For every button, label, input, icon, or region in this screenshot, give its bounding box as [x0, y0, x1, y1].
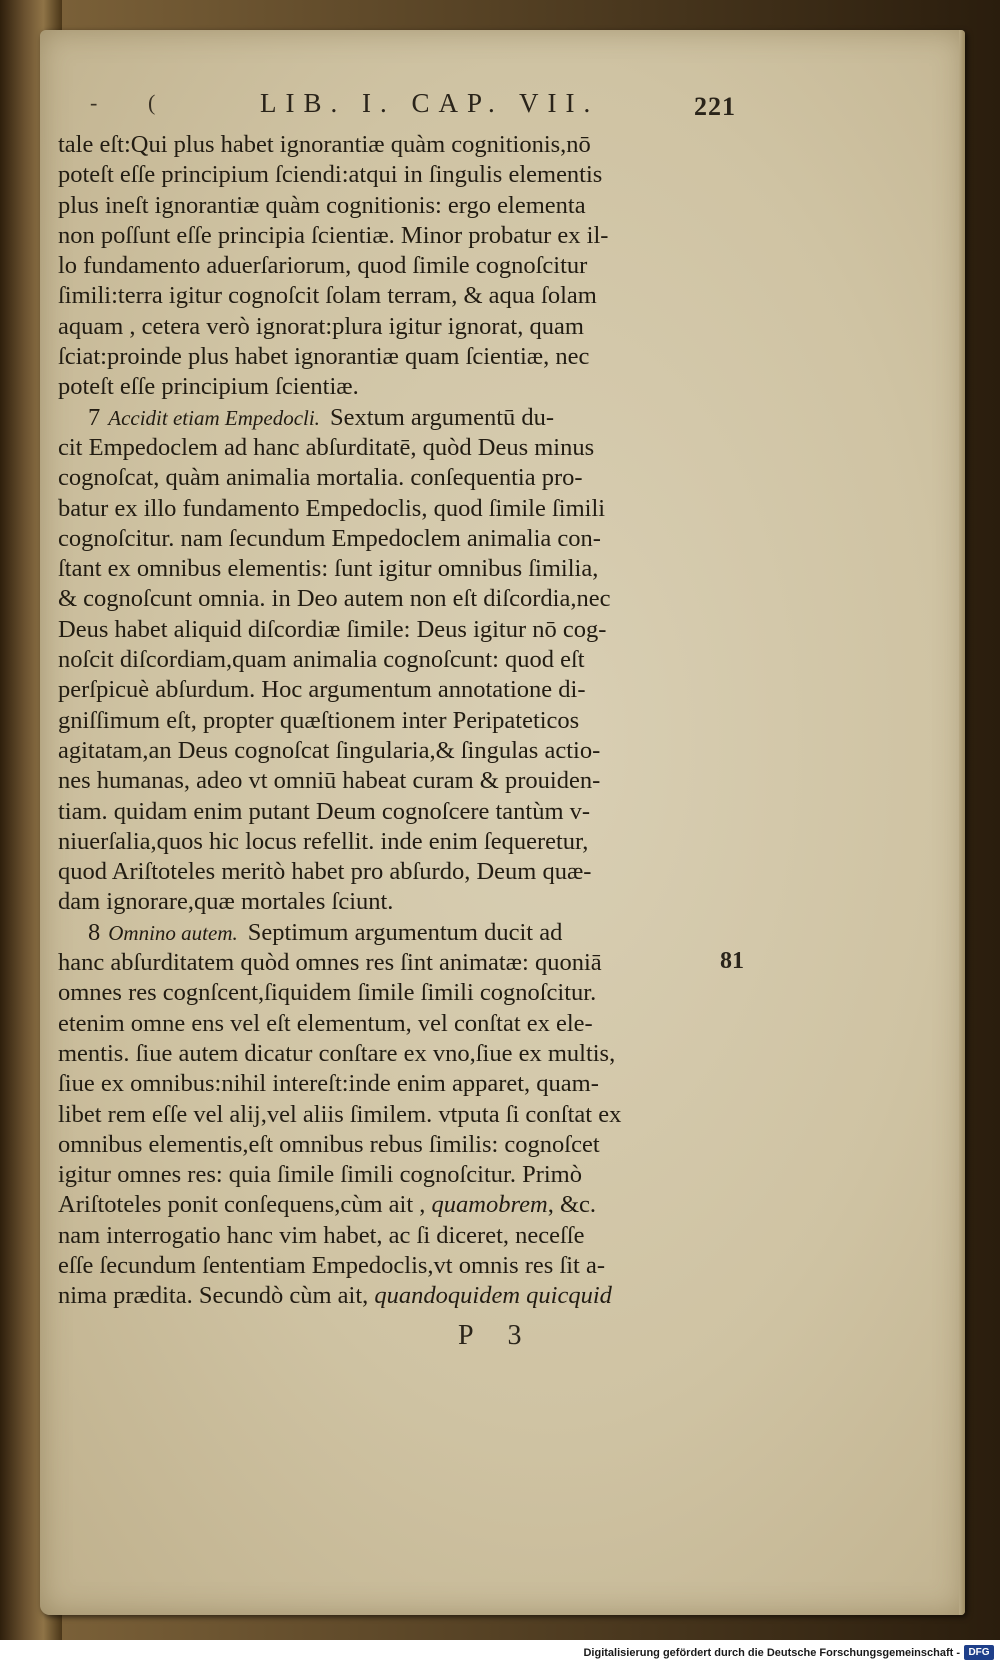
text-line: lo fundamento aduerſariorum, quod ſimile cognoſcitur [58, 252, 588, 280]
text-line: dam ignorare,quæ mortales ſciunt. [58, 888, 394, 916]
text-line: ſiue ex omnibus:nihil intereſt:inde enim apparet, quam- [58, 1070, 599, 1098]
text-line: batur ex illo fundamento Empedoclis, quod ſimile ſimili [58, 494, 606, 522]
paragraph-8-first-line [58, 918, 738, 948]
text-line: libet rem eſſe vel alij,vel aliis ſimilem. vtputa ſi conſtat ex [58, 1100, 622, 1128]
text-line: omnibus elementis,eſt omnibus rebus ſimilis: cognoſcet [58, 1130, 600, 1158]
text-line: plus ineſt ignorantiæ quàm cognitionis: ergo elementa [58, 191, 586, 219]
italic-run: quamobrem [431, 1191, 548, 1219]
text-line: ſtant ex omnibus elementis: ſunt igitur omnibus ſimilia, [58, 555, 599, 583]
text-line: poteſt eſſe principium ſcientiæ. [58, 373, 359, 401]
text-run: Septimum argumentum ducit ad [247, 918, 563, 946]
text-line: perſpicuè abſurdum. Hoc argumentum annotatione di- [58, 676, 586, 704]
paragraph-7-first-line [58, 403, 738, 433]
text-line: niuerſalia,quos hic locus refellit. inde enim ſequeretur, [58, 827, 589, 855]
text-line: & cognoſcunt omnia. in Deo autem non eſt diſcordia,nec [58, 585, 611, 613]
page-number: 221 [694, 92, 736, 121]
text-line: mentis. ſiue autem dicatur conſtare ex vno,ſiue ex multis, [58, 1039, 616, 1067]
text-line: omnes res cognſcent,ſiquidem ſimile ſimili cognoſcitur. [58, 979, 597, 1007]
paragraph-number: 8 [88, 918, 101, 946]
lemma: Omnino autem. [108, 920, 238, 945]
paragraph-number: 7 [88, 403, 101, 431]
text-line: ſciat:proinde plus habet ignorantiæ quam ſcientiæ, nec [58, 343, 590, 371]
text-run: , &c. [547, 1191, 596, 1219]
book-page [40, 30, 965, 1615]
text-line: ſimili:terra igitur cognoſcit ſolam terram, & aqua ſolam [58, 282, 597, 310]
text-run: Ariſtoteles ponit conſequens,cùm ait , [58, 1191, 426, 1219]
dfg-logo-text: DFG [968, 1647, 990, 1658]
text-line: cognoſcat, quàm animalia mortalia. conſequentia pro- [58, 464, 583, 492]
running-header [88, 88, 788, 128]
text-line: poteſt eſſe principium ſciendi:atqui in ſingulis elementis [58, 161, 603, 189]
text-line: hanc abſurditatem quòd omnes res ſint animatæ: quoniā [58, 949, 602, 977]
signature-mark: P 3 [458, 1320, 536, 1351]
running-title: LIB. I. CAP. VII. [260, 88, 600, 118]
text-line: tale eſt:Qui plus habet ignorantiæ quàm cognitionis,nō [58, 131, 591, 158]
text-line: agitatam,an Deus cognoſcat ſingularia,& ſingulas actio- [58, 736, 601, 764]
text-line: etenim omne ens vel eſt elementum, vel conſtat ex ele- [58, 1009, 593, 1037]
text-line-with-italic [58, 1281, 738, 1311]
footer-credit: Digitalisierung gefördert durch die Deutsche Forschungsgemeinschaft - [583, 1647, 960, 1659]
text-line: gniſſimum eſt, propter quæſtionem inter Peripateticos [58, 706, 580, 734]
text-line: nes humanas, adeo vt omniū habeat curam & prouiden- [58, 767, 601, 795]
text-line: cit Empedoclem ad hanc abſurditatē, quòd Deus minus [58, 433, 595, 461]
text-line: aquam , cetera verò ignorat:plura igitur ignorat, quam [58, 312, 584, 340]
text-run: nima prædita. Secundò cùm ait, [58, 1282, 369, 1310]
text-run: Sextum argumentū du- [329, 403, 555, 431]
text-line: quod Ariſtoteles meritò habet pro abſurdo, Deum quæ- [58, 858, 592, 886]
header-mark-2: ( [148, 90, 156, 115]
text-line: Deus habet aliquid diſcordiæ ſimile: Deus igitur nō cog- [58, 615, 607, 643]
footer-bar [0, 1640, 1000, 1667]
text-line: noſcit diſcordiam,quam animalia cognoſcunt: quod eſt [58, 646, 585, 674]
dfg-logo [964, 1645, 994, 1660]
text-line: non poſſunt eſſe principia ſcientiæ. Minor probatur ex il- [58, 221, 609, 249]
header-mark-1: - [90, 90, 98, 115]
italic-run: quandoquidem quicquid [374, 1282, 612, 1310]
text-line: eſſe ſecundum ſententiam Empedoclis,vt omnis res ſit a- [58, 1251, 606, 1279]
text-line: tiam. quidam enim putant Deum cognoſcere tantùm v- [58, 797, 591, 825]
text-line: nam interrogatio hanc vim habet, ac ſi diceret, neceſſe [58, 1221, 585, 1249]
page-edge [959, 30, 965, 1615]
margin-note: 81 [720, 948, 744, 974]
body-text [58, 130, 738, 1312]
text-line-with-italic [58, 1190, 738, 1220]
text-line: igitur omnes res: quia ſimile ſimili cognoſcitur. Primò [58, 1161, 582, 1189]
text-line: cognoſcitur. nam ſecundum Empedoclem animalia con- [58, 524, 601, 552]
lemma: Accidit etiam Empedocli. [108, 405, 320, 430]
